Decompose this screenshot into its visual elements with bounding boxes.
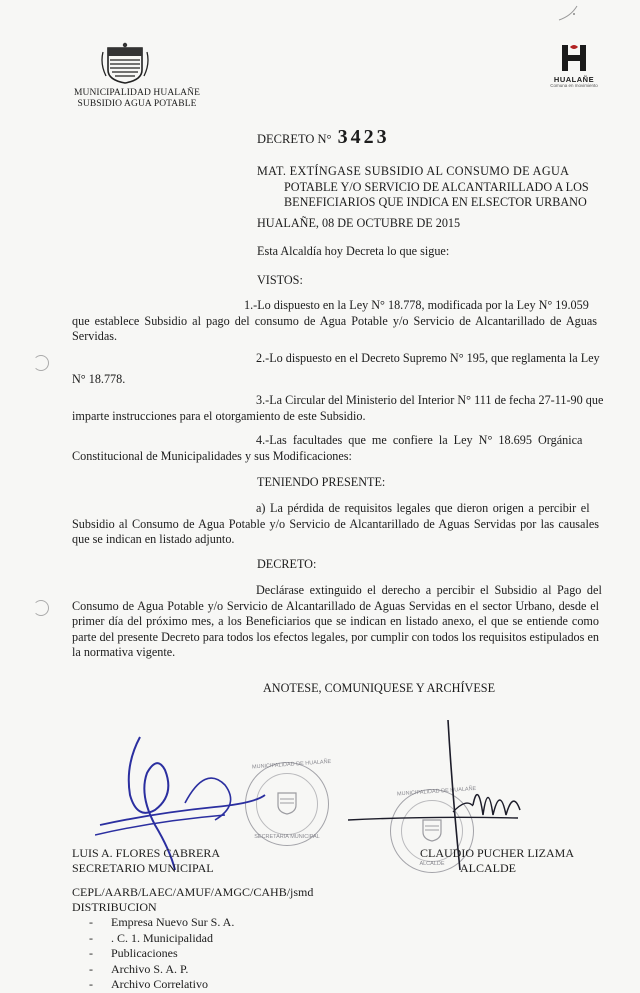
punch-hole-top: [33, 355, 49, 371]
hualane-logo: [545, 43, 603, 91]
vistos-item-4-rest: Constitucional de Municipalidades y sus Modificaciones:: [72, 448, 352, 463]
stamp-secretaria-top: MUNICIPALIDAD DE HUALAÑE: [251, 758, 332, 771]
stamp-alcalde-top: MUNICIPALIDAD DE HUALAÑE: [396, 785, 477, 798]
closing-formula: ANOTESE, COMUNIQUESE Y ARCHÍVESE: [263, 681, 496, 695]
intro-sentence: Esta Alcaldía hoy Decreta lo que sigue:: [257, 244, 450, 258]
logo-tagline: Comuna en movimiento: [550, 83, 598, 88]
signatory-left: [72, 846, 220, 876]
municipal-crest-icon: [100, 42, 150, 84]
distribution-item: - . C. 1. Municipalidad: [89, 930, 213, 945]
teniendo-heading: TENIENDO PRESENTE:: [257, 475, 386, 489]
vistos-item-4: [72, 433, 597, 464]
signatory-right: [420, 846, 574, 876]
decreto-body: [72, 583, 602, 661]
corner-mark: [555, 2, 585, 24]
punch-hole-bottom: [33, 600, 49, 616]
distribution-item: - Archivo Correlativo: [89, 977, 208, 991]
vistos-heading: VISTOS:: [257, 273, 303, 287]
vistos-item-1-rest: que establece Subsidio al pago del consumo de Agua Potable y/o Servicio de Alcantarillado de Aguas Servidas.: [72, 313, 597, 343]
decreto-body-first: Declárase extinguido el derecho a percibir el Subsidio al Pago del: [256, 583, 602, 597]
department-name: SUBSIDIO AGUA POTABLE: [77, 98, 197, 109]
vistos-item-2-rest: N° 18.778.: [72, 371, 126, 386]
vistos-item-3: [72, 393, 604, 424]
decree-label: DECRETO N°: [257, 132, 332, 146]
signatory-right-title: ALCALDE: [460, 861, 516, 875]
hualane-logo-icon: [560, 43, 588, 73]
distribution-item: - Empresa Nuevo Sur S. A.: [89, 915, 235, 929]
stamp-crest-icon: [275, 790, 299, 816]
logo-wordmark: HUALAÑE: [553, 75, 595, 84]
initials-line: CEPL/AARB/LAEC/AMUF/AMGC/CAHB/jsmd: [72, 885, 314, 899]
teniendo-item-a: [72, 501, 599, 548]
decree-number: 3423: [337, 126, 390, 148]
decreto-heading: DECRETO:: [257, 557, 317, 571]
stamp-secretaria-bottom: SECRETARIA MUNICIPAL: [254, 834, 320, 840]
subject-line-3: BENEFICIARIOS QUE INDICA EN ELSECTOR URBANO: [284, 195, 587, 209]
subject-line-1: MAT. EXTÍNGASE SUBSIDIO AL CONSUMO DE AGUA: [257, 164, 570, 178]
vistos-item-2: [72, 351, 600, 387]
teniendo-item-a-first: a) La pérdida de requisitos legales que dieron origen a percibir el: [256, 501, 590, 515]
footer-block: [72, 885, 313, 993]
signatory-left-name: LUIS A. FLORES CABRERA: [72, 846, 221, 860]
municipality-header: [72, 88, 202, 109]
subject-line-2: POTABLE Y/O SERVICIO DE ALCANTARILLADO A LOS: [284, 179, 589, 194]
subject-block: [257, 164, 597, 211]
signatory-left-title: SECRETARIO MUNICIPAL: [72, 861, 214, 875]
place-date: HUALAÑE, 08 DE OCTUBRE DE 2015: [257, 216, 461, 230]
decree-number-row: [257, 126, 390, 149]
distribution-item: - Archivo S. A. P.: [89, 961, 189, 976]
municipality-name: MUNICIPALIDAD HUALAÑE: [73, 88, 201, 98]
decreto-body-rest: Consumo de Agua Potable y/o Servicio de Alcantarillado de Aguas Servidas en el sector Urbano, desde el primer día del próximo mes, a los Beneficiarios que se indican en listado anexo, el que se entiende como parte del presente Decreto para todos los efectos legales, por cumplir con todos los requisitos estipulados en la normativa vigente.: [72, 598, 599, 659]
distribution-item: - Publicaciones: [89, 946, 178, 960]
vistos-item-3-first: 3.-La Circular del Ministerio del Interior N° 111 de fecha 27-11-90 que: [256, 393, 604, 407]
vistos-item-1: [72, 298, 597, 345]
teniendo-item-a-rest: Subsidio al Consumo de Agua Potable y/o Servicio de Alcantarillado de Aguas Servidas por las causales que se indican en listado adjunto.: [72, 516, 599, 546]
vistos-item-1-first: 1.-Lo dispuesto en la Ley N° 18.778, modificada por la Ley N° 19.059: [244, 298, 589, 312]
stamp-alcalde-bottom: ALCALDE: [419, 861, 445, 867]
vistos-item-3-rest: imparte instrucciones para el otorgamiento de este Subsidio.: [72, 408, 366, 423]
vistos-item-4-first: 4.-Las facultades que me confiere la Ley N° 18.695 Orgánica: [256, 433, 583, 447]
signatory-right-name: CLAUDIO PUCHER LIZAMA: [420, 846, 574, 860]
vistos-item-2-first: 2.-Lo dispuesto en el Decreto Supremo N° 195, que reglamenta la Ley: [256, 351, 600, 365]
distribution-label: DISTRIBUCION: [72, 900, 157, 914]
